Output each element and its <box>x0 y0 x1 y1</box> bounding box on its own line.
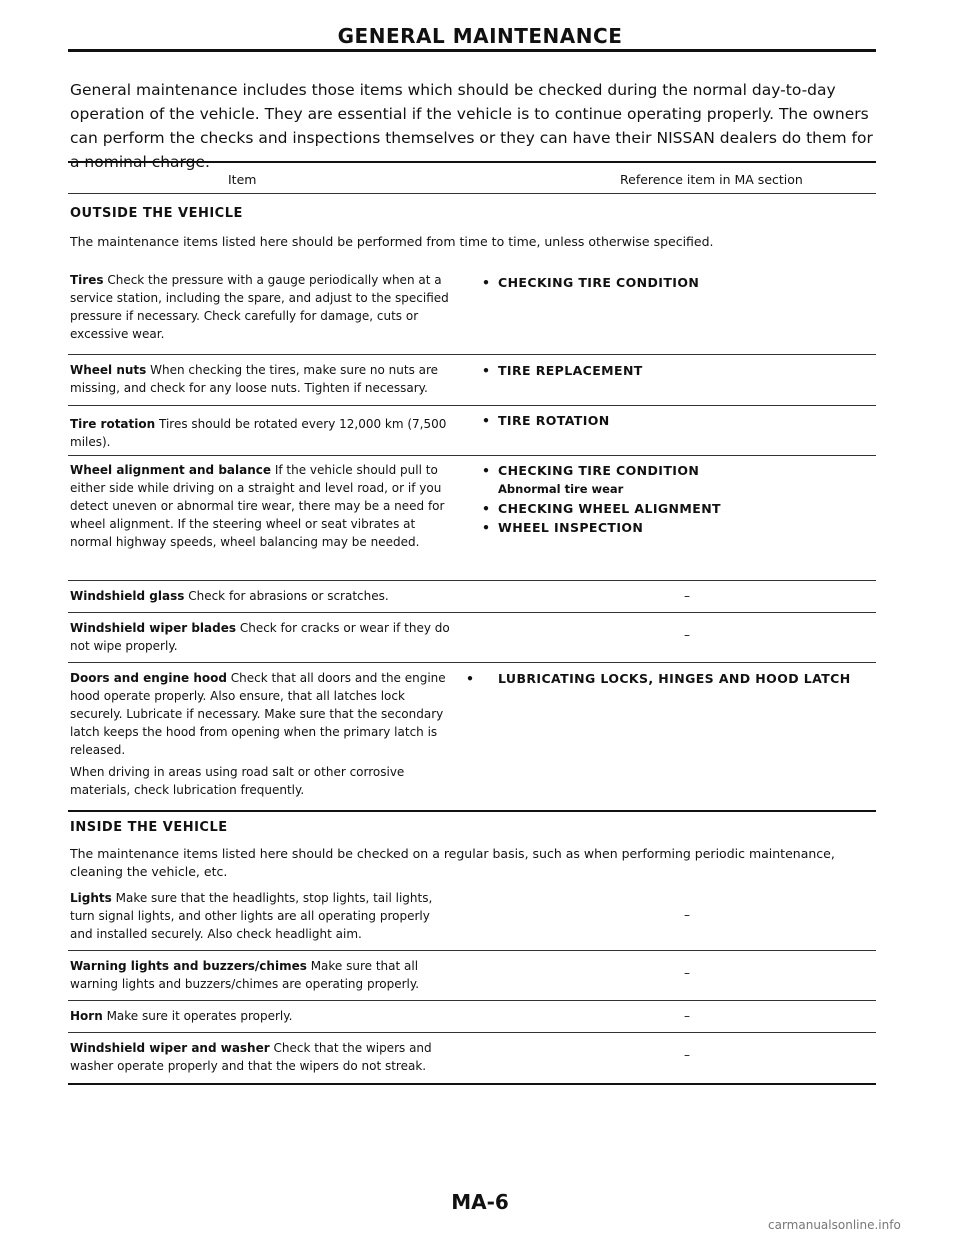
item-text: Tires should be rotated every 12,000 km (7,500 miles). <box>70 417 447 449</box>
item-text: When checking the tires, make sure no nuts are missing, and check for any loose nuts. Tighten if necessary. <box>70 363 439 395</box>
reference-cell <box>482 361 882 380</box>
table-row <box>70 361 450 397</box>
section-heading-outside: OUTSIDE THE VEHICLE <box>70 206 243 221</box>
reference-item: • CHECKING TIRE CONDITION <box>482 461 882 480</box>
row-rule <box>68 405 876 406</box>
reference-subitem: Abnormal tire wear <box>498 482 624 496</box>
item-name: Horn <box>70 1009 103 1023</box>
table-row <box>70 957 450 993</box>
table-row <box>70 461 450 551</box>
table-row <box>70 587 450 605</box>
table-row <box>70 1039 450 1075</box>
row-rule <box>68 612 876 613</box>
column-header-item: Item <box>228 172 257 187</box>
item-text: Make sure that all warning lights and buzzers/chimes are operating properly. <box>70 959 420 991</box>
reference-item: • CHECKING TIRE CONDITION <box>482 273 882 292</box>
row-rule <box>68 455 876 456</box>
table-row <box>70 1007 450 1025</box>
reference-dash: – <box>684 1009 690 1023</box>
reference-cell <box>482 273 882 292</box>
item-text: Check for cracks or wear if they do not wipe properly. <box>70 621 450 653</box>
item-text: Check the pressure with a gauge periodically when at a service station, including the spare, and adjust to the specified pressure if necessary. Check carefully for damage, cuts or excessive wear. <box>70 273 449 341</box>
column-header-reference: Reference item in MA section <box>620 172 803 187</box>
item-text: Check for abrasions or scratches. <box>188 589 389 603</box>
table-row <box>70 619 450 655</box>
row-rule <box>68 354 876 355</box>
header-rule <box>68 193 876 194</box>
reference-item: • LUBRICATING LOCKS, HINGES AND HOOD LATCH <box>482 669 862 688</box>
item-name: Lights <box>70 891 112 905</box>
row-rule <box>68 662 876 663</box>
intro-paragraph: General maintenance includes those items which should be checked during the normal day-to-day operation of the vehicle. They are essential if the vehicle is to continue operating properly. The owners can perform the checks and inspections themselves or they can have their NISSAN dealers do them for a nominal charge. <box>70 81 873 171</box>
item-name: Doors and engine hood <box>70 671 227 685</box>
reference-dash: – <box>684 628 690 642</box>
item-name: Tires <box>70 273 104 287</box>
section-rule <box>68 810 876 812</box>
reference-dash: – <box>684 908 690 922</box>
reference-cell <box>482 669 862 688</box>
reference-cell <box>482 411 882 430</box>
reference-item: • WHEEL INSPECTION <box>482 518 882 537</box>
item-text: Check that all doors and the engine hood operate properly. Also ensure, that all latches lock securely. Lubricate if necessary. Make sure that the secondary latch keeps the hood from opening when the primary latch is released. <box>70 671 446 757</box>
reference-item: • TIRE REPLACEMENT <box>482 361 882 380</box>
item-text: Check that the wipers and washer operate properly and that the wipers do not streak. <box>70 1041 432 1073</box>
reference-dash: – <box>684 589 690 603</box>
section-note-inside: The maintenance items listed here should be checked on a regular basis, such as when performing periodic maintenance, cleaning the vehicle, etc. <box>70 846 835 879</box>
title-rule <box>68 49 876 52</box>
page-title: GENERAL MAINTENANCE <box>337 24 623 48</box>
reference-dash: – <box>684 966 690 980</box>
row-rule <box>68 1000 876 1001</box>
table-row <box>70 271 450 343</box>
reference-dash: – <box>684 1048 690 1062</box>
item-name: Windshield wiper blades <box>70 621 236 635</box>
row-rule <box>68 580 876 581</box>
section-heading-inside: INSIDE THE VEHICLE <box>70 820 228 835</box>
table-top-rule <box>68 161 876 163</box>
item-name: Windshield wiper and washer <box>70 1041 270 1055</box>
item-name: Wheel nuts <box>70 363 147 377</box>
reference-item: • CHECKING WHEEL ALIGNMENT <box>482 499 882 518</box>
table-row <box>70 669 450 799</box>
watermark: carmanualsonline.info <box>768 1218 901 1232</box>
item-name: Windshield glass <box>70 589 185 603</box>
item-text: Make sure that the headlights, stop lights, tail lights, turn signal lights, and other lights are all operating properly and installed securely. Also check headlight aim. <box>70 891 433 941</box>
item-extra-text: When driving in areas using road salt or other corrosive materials, check lubrication frequently. <box>70 765 405 797</box>
section-note-outside: The maintenance items listed here should be performed from time to time, unless otherwise specified. <box>70 234 714 249</box>
item-text: If the vehicle should pull to either side while driving on a straight and level road, or if you detect uneven or abnormal tire wear, there may be a need for wheel alignment. If the steering wheel or seat vibrates at normal highway speeds, wheel balancing may be needed. <box>70 463 445 549</box>
row-rule <box>68 1032 876 1033</box>
item-text: Make sure it operates properly. <box>106 1009 293 1023</box>
reference-cell <box>482 461 882 537</box>
reference-item: • TIRE ROTATION <box>482 411 882 430</box>
item-name: Wheel alignment and balance <box>70 463 272 477</box>
table-row <box>70 889 450 943</box>
table-row <box>70 415 450 451</box>
row-rule <box>68 950 876 951</box>
item-name: Warning lights and buzzers/chimes <box>70 959 307 973</box>
item-name: Tire rotation <box>70 417 156 431</box>
page-number: MA-6 <box>451 1190 509 1214</box>
table-bottom-rule <box>68 1083 876 1085</box>
